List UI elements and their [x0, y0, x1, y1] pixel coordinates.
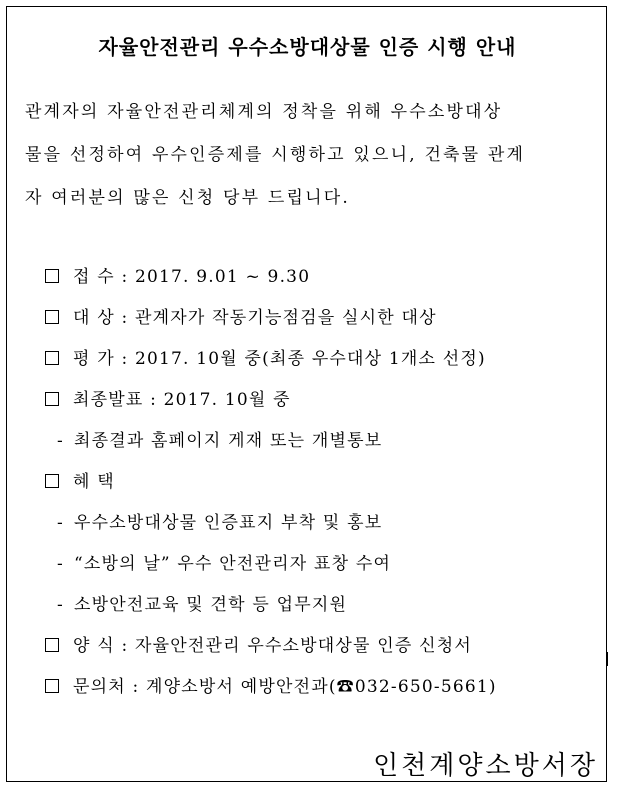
benefit-text: 우수소방대상물 인증표지 부착 및 홍보 — [73, 513, 383, 533]
final-announcement-text: 최종발표 : 2017. 10월 중 — [73, 390, 291, 410]
final-announcement-item — [45, 385, 291, 410]
benefits-item — [45, 467, 115, 492]
evaluation-item — [45, 344, 486, 369]
checkbox-icon — [45, 474, 59, 488]
notice-title: 자율안전관리 우수소방대상물 인증 시행 안내 — [98, 35, 517, 59]
benefit-subitem — [57, 549, 391, 574]
checkbox-icon — [45, 310, 59, 324]
benefit-subitem — [57, 590, 347, 615]
intro-line: 자 여러분의 많은 신청 당부 드립니다. — [25, 188, 350, 208]
intro-line: 물을 선정하여 우수인증제를 시행하고 있으니, 건축물 관계 — [25, 145, 526, 165]
benefits-text: 혜 택 — [73, 472, 115, 492]
contact-text: 문의처 : 계양소방서 예방안전과(☎032-650-5661) — [73, 677, 497, 697]
contact-item — [45, 672, 497, 697]
signature: 인천계양소방서장 — [373, 751, 598, 781]
reception-item — [45, 262, 310, 287]
benefit-text: “소방의 날” 우수 안전관리자 표창 수여 — [73, 554, 392, 574]
reception-text: 접 수 : 2017. 9.01 ~ 9.30 — [73, 267, 311, 287]
final-result-text: 최종결과 홈페이지 게재 또는 개별통보 — [73, 431, 383, 451]
intro-line: 관계자의 자율안전관리체계의 정착을 위해 우수소방대상 — [25, 102, 503, 122]
benefit-subitem — [57, 508, 382, 533]
target-text: 대 상 : 관계자가 작동기능점검을 실시한 대상 — [73, 308, 437, 328]
dash-icon: - — [57, 513, 64, 533]
checkbox-icon — [45, 269, 59, 283]
notice-frame — [6, 6, 607, 782]
final-result-subitem — [57, 426, 382, 451]
dash-icon: - — [57, 431, 64, 451]
checkbox-icon — [45, 638, 59, 652]
checkbox-icon — [45, 679, 59, 693]
checkbox-icon — [45, 392, 59, 406]
dash-icon: - — [57, 595, 64, 615]
intro-paragraph — [25, 91, 595, 220]
edge-mark — [606, 652, 608, 666]
checkbox-icon — [45, 351, 59, 365]
target-item — [45, 303, 437, 328]
benefit-text: 소방안전교육 및 견학 등 업무지원 — [73, 595, 348, 615]
form-text: 양 식 : 자율안전관리 우수소방대상물 인증 신청서 — [73, 636, 472, 656]
dash-icon: - — [57, 554, 64, 574]
form-item — [45, 631, 472, 656]
evaluation-text: 평 가 : 2017. 10월 중(최종 우수대상 1개소 선정) — [73, 349, 486, 369]
